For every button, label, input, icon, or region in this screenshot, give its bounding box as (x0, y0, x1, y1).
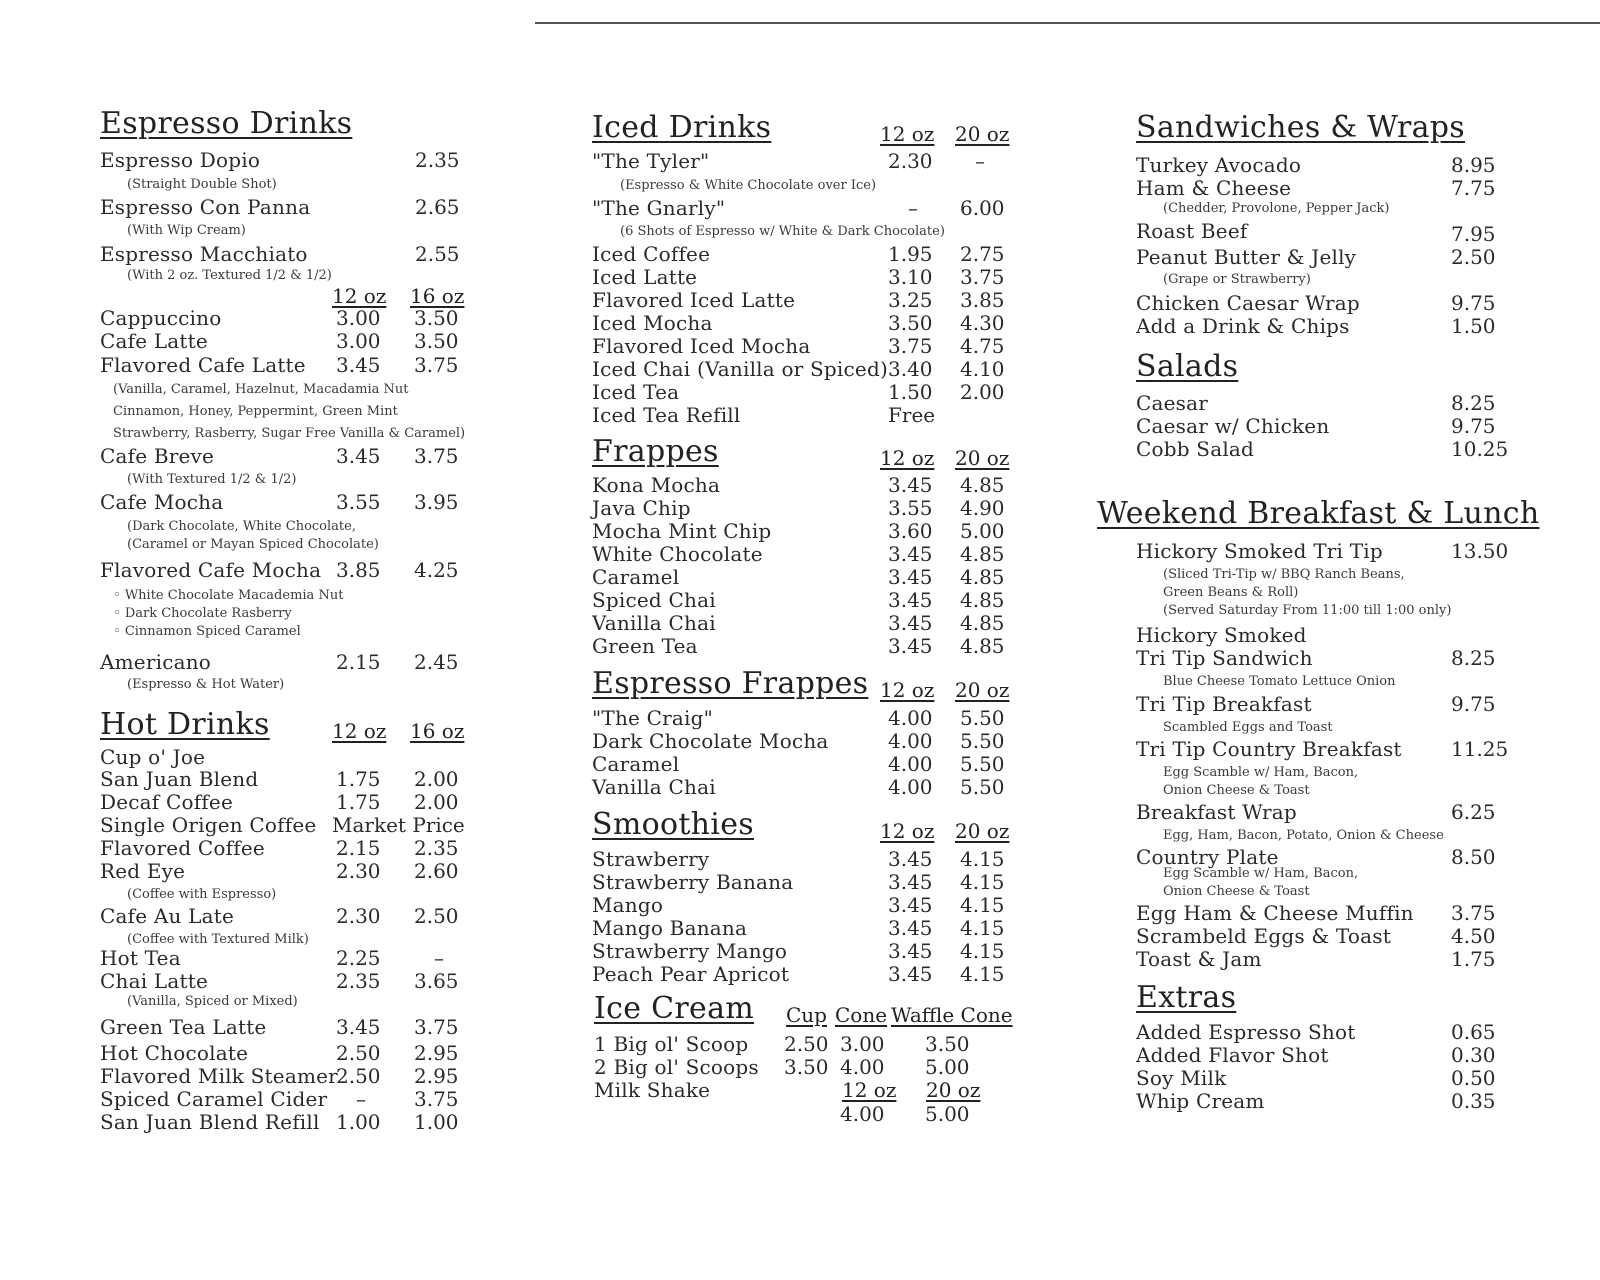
price-large: 2.35 (414, 836, 459, 860)
price-large: 5.50 (960, 775, 1005, 799)
price-large: 3.65 (414, 969, 459, 993)
menu-item-name: Flavored Cafe Latte (100, 353, 306, 377)
price-large: 3.85 (960, 288, 1005, 312)
menu-item-name: Espresso Macchiato (100, 242, 308, 266)
menu-item-name: Single Origen Coffee (100, 813, 317, 837)
price-large: 4.85 (960, 634, 1005, 658)
price-small: 2.25 (336, 946, 381, 970)
menu-item-name: Iced Chai (Vanilla or Spiced) (592, 357, 888, 381)
price-large: 4.85 (960, 473, 1005, 497)
size-header: Waffle Cone (891, 1003, 1013, 1027)
menu-item-name: Roast Beef (1136, 219, 1248, 243)
menu-item-name: White Chocolate (592, 542, 763, 566)
price-large: 3.75 (414, 444, 459, 468)
section-title: Iced Drinks (592, 110, 772, 145)
menu-item-name: 1 Big ol' Scoop (594, 1032, 749, 1056)
menu-item-name: Espresso Con Panna (100, 195, 311, 219)
menu-item-note: Blue Cheese Tomato Lettuce Onion (1163, 674, 1396, 689)
price-small: 3.45 (888, 916, 933, 940)
price-large: 3.95 (414, 490, 459, 514)
size-header: 20 oz (955, 446, 1010, 470)
menu-item-price: 4.50 (1451, 924, 1496, 948)
price-large: 3.75 (960, 265, 1005, 289)
price-small: 4.00 (840, 1102, 885, 1126)
top-rule (535, 22, 1600, 24)
menu-item-name: Hickory Smoked (1136, 623, 1307, 647)
price-small: 3.45 (336, 1015, 381, 1039)
menu-item-price: 7.75 (1451, 176, 1496, 200)
menu-item-price: 1.75 (1451, 947, 1496, 971)
menu-item-name: Decaf Coffee (100, 790, 233, 814)
menu-item-name: Cafe Breve (100, 444, 215, 468)
bullet-item: ◦ White Chocolate Macademia Nut (113, 588, 344, 603)
menu-item-name: Iced Tea Refill (592, 403, 741, 427)
price-large: 6.00 (960, 196, 1005, 220)
menu-item-name: Americano (100, 650, 212, 674)
menu-item-name: Cobb Salad (1136, 437, 1255, 461)
menu-item-price: 2.35 (415, 148, 460, 172)
price-large: – (434, 946, 444, 970)
price-small: 3.55 (336, 490, 381, 514)
price-small: 2.35 (336, 969, 381, 993)
price-large: 4.85 (960, 565, 1005, 589)
menu-item-name: San Juan Blend (100, 767, 259, 791)
menu-item-name: Country Plate (1136, 845, 1279, 869)
menu-item-name: Chicken Caesar Wrap (1136, 291, 1360, 315)
price-large: 4.15 (960, 962, 1005, 986)
menu-item-price: 8.25 (1451, 391, 1496, 415)
price-small: 2.15 (336, 836, 381, 860)
price-large: 4.30 (960, 311, 1005, 335)
menu-item-name: Caesar w/ Chicken (1136, 414, 1330, 438)
size-header: 20 oz (955, 678, 1010, 702)
menu-item-note: Onion Cheese & Toast (1163, 884, 1310, 899)
price-small: 3.45 (888, 542, 933, 566)
price-small: 2.50 (336, 1041, 381, 1065)
price-small: 3.45 (888, 893, 933, 917)
menu-item-name: Milk Shake (594, 1078, 711, 1102)
size-header: 12 oz (880, 122, 935, 146)
price-small: – (356, 1087, 366, 1111)
price-cup: 3.50 (784, 1055, 829, 1079)
size-header: 12 oz (880, 678, 935, 702)
menu-item-note: (6 Shots of Espresso w/ White & Dark Chocolate) (620, 224, 945, 239)
menu-item-name: Hickory Smoked Tri Tip (1136, 539, 1383, 563)
size-header: 12 oz (332, 719, 387, 743)
menu-item-price: 13.50 (1451, 539, 1509, 563)
menu-item-price: 6.25 (1451, 800, 1496, 824)
price-large: 1.00 (414, 1110, 459, 1134)
menu-item-name: Chai Latte (100, 969, 208, 993)
menu-item-price: 7.95 (1451, 222, 1496, 246)
price-small: – (908, 196, 918, 220)
menu-item-name: Red Eye (100, 859, 186, 883)
menu-item-note: (Grape or Strawberry) (1163, 272, 1311, 287)
price-small: 3.45 (888, 962, 933, 986)
price-large: 5.50 (960, 706, 1005, 730)
menu-item-name: Cafe Mocha (100, 490, 224, 514)
price-small: 3.45 (888, 870, 933, 894)
menu-item-note: (With Wip Cream) (127, 223, 246, 238)
menu-item-name: Espresso Dopio (100, 148, 261, 172)
menu-item-name: Kona Mocha (592, 473, 721, 497)
section-title: Smoothies (592, 807, 754, 842)
menu-item-name: Dark Chocolate Mocha (592, 729, 829, 753)
menu-item-name: Breakfast Wrap (1136, 800, 1297, 824)
menu-item-name: Scrambeld Eggs & Toast (1136, 924, 1391, 948)
menu-item-name: "The Tyler" (592, 149, 710, 173)
price-small: 3.50 (888, 311, 933, 335)
menu-item-note: (Dark Chocolate, White Chocolate, (127, 519, 356, 534)
menu-item-name: Iced Latte (592, 265, 698, 289)
menu-item-note: (Vanilla, Spiced or Mixed) (127, 994, 298, 1009)
size-header: Cup (786, 1003, 827, 1027)
price-small: 4.00 (888, 752, 933, 776)
menu-item-name: Flavored Coffee (100, 836, 265, 860)
price-small: 4.00 (888, 729, 933, 753)
menu-item-price: 8.25 (1451, 646, 1496, 670)
price-large: 2.95 (414, 1064, 459, 1088)
menu-item-name: Flavored Iced Mocha (592, 334, 811, 358)
menu-item-name: Caesar (1136, 391, 1209, 415)
price-large: 4.90 (960, 496, 1005, 520)
menu-item-note: (Caramel or Mayan Spiced Chocolate) (127, 537, 379, 552)
section-title: Weekend Breakfast & Lunch (1097, 496, 1540, 531)
menu-item-note: Onion Cheese & Toast (1163, 783, 1310, 798)
price-small: 2.30 (888, 149, 933, 173)
price-cone: 4.00 (840, 1055, 885, 1079)
price-large: 4.85 (960, 611, 1005, 635)
menu-item-price: 9.75 (1451, 291, 1496, 315)
price-small: 3.45 (888, 473, 933, 497)
price-large: 4.25 (414, 558, 459, 582)
price-large: 4.15 (960, 939, 1005, 963)
menu-item-name: Ham & Cheese (1136, 176, 1292, 200)
menu-item-name: Mango (592, 893, 664, 917)
price-free: Free (888, 403, 936, 427)
section-title: Frappes (592, 434, 719, 469)
price-large: 4.15 (960, 893, 1005, 917)
size-header: 16 oz (410, 719, 465, 743)
price-small: 2.50 (336, 1064, 381, 1088)
menu-item-price: 9.75 (1451, 414, 1496, 438)
menu-item-note: (Served Saturday From 11:00 till 1:00 only) (1163, 603, 1452, 618)
menu-item-name: Iced Coffee (592, 242, 711, 266)
price-cup: 2.50 (784, 1032, 829, 1056)
size-header: 20 oz (926, 1078, 981, 1102)
price-waffle: 3.50 (925, 1032, 970, 1056)
price-large: 2.75 (960, 242, 1005, 266)
price-large: 3.75 (414, 353, 459, 377)
section-title: Espresso Drinks (100, 106, 353, 141)
menu-item-note: Egg, Ham, Bacon, Potato, Onion & Cheese (1163, 828, 1444, 843)
menu-item-name: Strawberry Banana (592, 870, 794, 894)
menu-item-name: Vanilla Chai (592, 775, 716, 799)
price-large: 3.75 (414, 1015, 459, 1039)
size-header: 16 oz (410, 284, 465, 308)
price-small: 3.45 (888, 634, 933, 658)
price-small: 1.00 (336, 1110, 381, 1134)
size-header: 20 oz (955, 819, 1010, 843)
menu-item-name: Flavored Iced Latte (592, 288, 796, 312)
price-small: 3.45 (888, 847, 933, 871)
price-large: – (975, 149, 985, 173)
menu-item-name: Peach Pear Apricot (592, 962, 790, 986)
price-small: 3.25 (888, 288, 933, 312)
price-large: 2.00 (414, 767, 459, 791)
menu-item-name: Added Espresso Shot (1136, 1020, 1356, 1044)
menu-item-name: Iced Mocha (592, 311, 713, 335)
price-small: 3.55 (888, 496, 933, 520)
menu-item-name: Tri Tip Breakfast (1136, 692, 1312, 716)
menu-item-name: Green Tea (592, 634, 698, 658)
flavor-list: Strawberry, Rasberry, Sugar Free Vanilla & Caramel) (113, 426, 466, 441)
menu-item-name: "The Gnarly" (592, 196, 726, 220)
size-header: 12 oz (842, 1078, 897, 1102)
menu-item-name: Tri Tip Sandwich (1136, 646, 1313, 670)
menu-item-name: Tri Tip Country Breakfast (1136, 737, 1402, 761)
menu-item-price: 9.75 (1451, 692, 1496, 716)
price-large: 3.75 (414, 1087, 459, 1111)
price-small: 4.00 (888, 775, 933, 799)
menu-item-price: 0.50 (1451, 1066, 1496, 1090)
price-large: 4.85 (960, 542, 1005, 566)
price-small: 1.75 (336, 790, 381, 814)
price-small: 3.60 (888, 519, 933, 543)
price-small: 3.40 (888, 357, 933, 381)
menu-item-name: Flavored Cafe Mocha (100, 558, 322, 582)
price-small: 1.75 (336, 767, 381, 791)
price-small: 4.00 (888, 706, 933, 730)
price-large: 5.00 (960, 519, 1005, 543)
menu-item-note: (With Textured 1/2 & 1/2) (127, 472, 297, 487)
menu-item-note: (Espresso & Hot Water) (127, 677, 285, 692)
price-large: 2.00 (960, 380, 1005, 404)
menu-item-name: Toast & Jam (1136, 947, 1262, 971)
menu-item-note: (Espresso & White Chocolate over Ice) (620, 178, 877, 193)
menu-item-note: Egg Scamble w/ Ham, Bacon, (1163, 866, 1359, 881)
menu-item-name: San Juan Blend Refill (100, 1110, 320, 1134)
price-cone: 3.00 (840, 1032, 885, 1056)
menu-item-name: "The Craig" (592, 706, 713, 730)
menu-item-note: (Chedder, Provolone, Pepper Jack) (1163, 201, 1390, 216)
section-title: Espresso Frappes (592, 666, 869, 701)
price-waffle: 5.00 (925, 1055, 970, 1079)
price-small: 2.30 (336, 859, 381, 883)
menu-item-price: 3.75 (1451, 901, 1496, 925)
menu-item-name: Strawberry Mango (592, 939, 788, 963)
menu-item-note: (Coffee with Textured Milk) (127, 932, 309, 947)
menu-item-name: Vanilla Chai (592, 611, 716, 635)
size-header: 12 oz (880, 819, 935, 843)
size-header: 20 oz (955, 122, 1010, 146)
menu-item-name: Hot Chocolate (100, 1041, 249, 1065)
menu-item-price: 8.50 (1451, 845, 1496, 869)
menu-item-price: 8.95 (1451, 153, 1496, 177)
menu-item-name: Green Tea Latte (100, 1015, 267, 1039)
menu-item-note: (Coffee with Espresso) (127, 887, 277, 902)
menu-item-note: Scambled Eggs and Toast (1163, 720, 1333, 735)
menu-item-name: Mango Banana (592, 916, 748, 940)
menu-item-name: Egg Ham & Cheese Muffin (1136, 901, 1414, 925)
price-large: 5.50 (960, 729, 1005, 753)
menu-item-price: 2.55 (415, 242, 460, 266)
size-header: 12 oz (880, 446, 935, 470)
menu-item-name: Cafe Au Late (100, 904, 234, 928)
menu-item-name: Strawberry (592, 847, 710, 871)
size-header: Cone (835, 1003, 888, 1027)
menu-item-name: Cafe Latte (100, 329, 208, 353)
menu-item-price: 2.65 (415, 195, 460, 219)
price-small: 3.45 (888, 565, 933, 589)
price-large: 2.50 (414, 904, 459, 928)
menu-item-name: Add a Drink & Chips (1136, 314, 1350, 338)
menu-item-name: Spiced Chai (592, 588, 716, 612)
market-price: Market Price (332, 813, 465, 837)
menu-item-name: Cup o' Joe (100, 745, 206, 769)
price-small: 3.85 (336, 558, 381, 582)
section-title: Extras (1136, 980, 1237, 1015)
price-large: 4.75 (960, 334, 1005, 358)
menu-item-note: Green Beans & Roll) (1163, 585, 1299, 600)
price-small: 3.75 (888, 334, 933, 358)
menu-item-note: (Sliced Tri-Tip w/ BBQ Ranch Beans, (1163, 567, 1405, 582)
price-large: 4.10 (960, 357, 1005, 381)
price-large: 3.50 (414, 329, 459, 353)
menu-item-name: Hot Tea (100, 946, 181, 970)
menu-item-name: Soy Milk (1136, 1066, 1227, 1090)
menu-item-name: Cappuccino (100, 306, 222, 330)
section-title: Sandwiches & Wraps (1136, 110, 1465, 145)
price-large: 2.00 (414, 790, 459, 814)
price-small: 3.45 (888, 611, 933, 635)
bullet-item: ◦ Cinnamon Spiced Caramel (113, 624, 301, 639)
price-small: 2.15 (336, 650, 381, 674)
price-small: 1.50 (888, 380, 933, 404)
price-small: 3.00 (336, 306, 381, 330)
menu-item-name: Java Chip (592, 496, 691, 520)
menu-item-name: Whip Cream (1136, 1089, 1265, 1113)
menu-item-price: 11.25 (1451, 737, 1509, 761)
price-small: 3.45 (336, 444, 381, 468)
menu-item-name: Iced Tea (592, 380, 680, 404)
price-large: 4.85 (960, 588, 1005, 612)
price-large: 5.50 (960, 752, 1005, 776)
price-large: 5.00 (925, 1102, 970, 1126)
menu-item-note: (Straight Double Shot) (127, 177, 277, 192)
price-large: 2.45 (414, 650, 459, 674)
menu-item-price: 2.50 (1451, 245, 1496, 269)
menu-item-name: Mocha Mint Chip (592, 519, 772, 543)
menu-item-price: 10.25 (1451, 437, 1509, 461)
bullet-text: Cinnamon Spiced Caramel (124, 624, 301, 639)
section-title: Ice Cream (594, 991, 755, 1026)
size-header: 12 oz (332, 284, 387, 308)
section-title: Salads (1136, 349, 1239, 384)
price-small: 3.10 (888, 265, 933, 289)
menu-item-name: Spiced Caramel Cider (100, 1087, 328, 1111)
bullet-text: Dark Chocolate Rasberry (124, 606, 292, 621)
price-large: 2.60 (414, 859, 459, 883)
menu-item-note: Egg Scamble w/ Ham, Bacon, (1163, 765, 1359, 780)
menu-item-price: 1.50 (1451, 314, 1496, 338)
price-small: 1.95 (888, 242, 933, 266)
price-large: 4.15 (960, 916, 1005, 940)
price-small: 3.45 (888, 588, 933, 612)
menu-item-price: 0.65 (1451, 1020, 1496, 1044)
menu-item-name: Peanut Butter & Jelly (1136, 245, 1357, 269)
menu-item-note: (With 2 oz. Textured 1/2 & 1/2) (127, 268, 332, 283)
menu-item-name: Caramel (592, 565, 680, 589)
bullet-text: White Chocolate Macademia Nut (124, 588, 344, 603)
price-small: 2.30 (336, 904, 381, 928)
price-small: 3.45 (888, 939, 933, 963)
menu-item-price: 0.30 (1451, 1043, 1496, 1067)
flavor-list: Cinnamon, Honey, Peppermint, Green Mint (113, 404, 398, 419)
price-large: 4.15 (960, 870, 1005, 894)
menu-item-name: 2 Big ol' Scoops (594, 1055, 759, 1079)
menu-item-name: Added Flavor Shot (1136, 1043, 1329, 1067)
bullet-item: ◦ Dark Chocolate Rasberry (113, 606, 292, 621)
price-small: 3.00 (336, 329, 381, 353)
menu-item-name: Turkey Avocado (1136, 153, 1302, 177)
price-large: 4.15 (960, 847, 1005, 871)
section-title: Hot Drinks (100, 707, 270, 742)
price-large: 2.95 (414, 1041, 459, 1065)
price-small: 3.45 (336, 353, 381, 377)
menu-item-name: Flavored Milk Steamer (100, 1064, 338, 1088)
flavor-list: (Vanilla, Caramel, Hazelnut, Macadamia Nut (113, 382, 409, 397)
menu-item-price: 0.35 (1451, 1089, 1496, 1113)
price-large: 3.50 (414, 306, 459, 330)
menu-item-name: Caramel (592, 752, 680, 776)
